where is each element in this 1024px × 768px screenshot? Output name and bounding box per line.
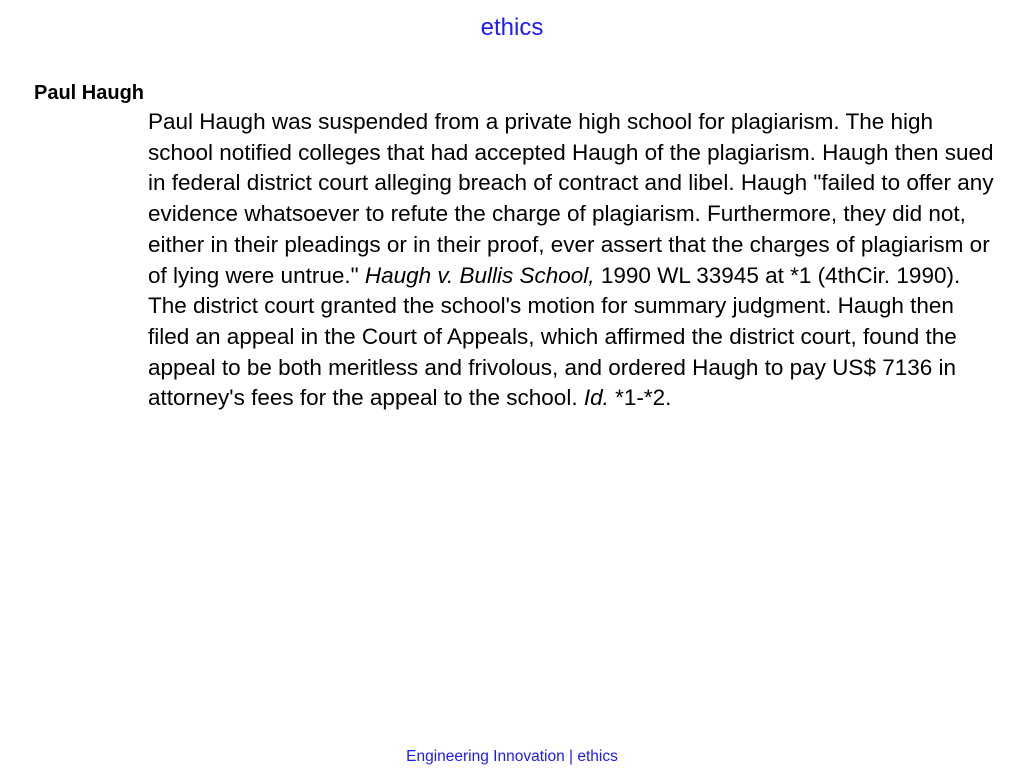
entry-term: Paul Haugh [34,82,145,104]
definition-text-part-3: *1-*2. [608,385,672,411]
definition-text-part-1: Paul Haugh was suspended from a private high school for plagiarism. The high school notified colleges that had accepted Haugh of the plagiarism. Haugh then sued in federal district court alleging breach of contract and libel. Haugh "failed to offer any evidence whatsoever to refute the charge of plagiarism. Furthermore, they did not, either in their pleadings or in their proof, ever assert that the charges of plagiarism or of lying were untrue." [148,109,994,288]
definition-text-part-2: 1990 WL 33945 at *1 (4thCir. 1990). The district court granted the school's motion for summary judgment. Haugh then filed an appeal in the Court of Appeals, which affirmed the district court, found the appeal to be both meritless and frivolous, and ordered Haugh to pay US$ 7136 in attorney's fees for the appeal to the school. [148,262,961,411]
case-citation: Haugh v. Bullis School, [364,262,595,288]
page-title: ethics [480,14,544,41]
entry-definition [148,107,994,414]
footer: Engineering Innovation | ethics [406,748,618,765]
id-citation: Id. [583,385,609,411]
